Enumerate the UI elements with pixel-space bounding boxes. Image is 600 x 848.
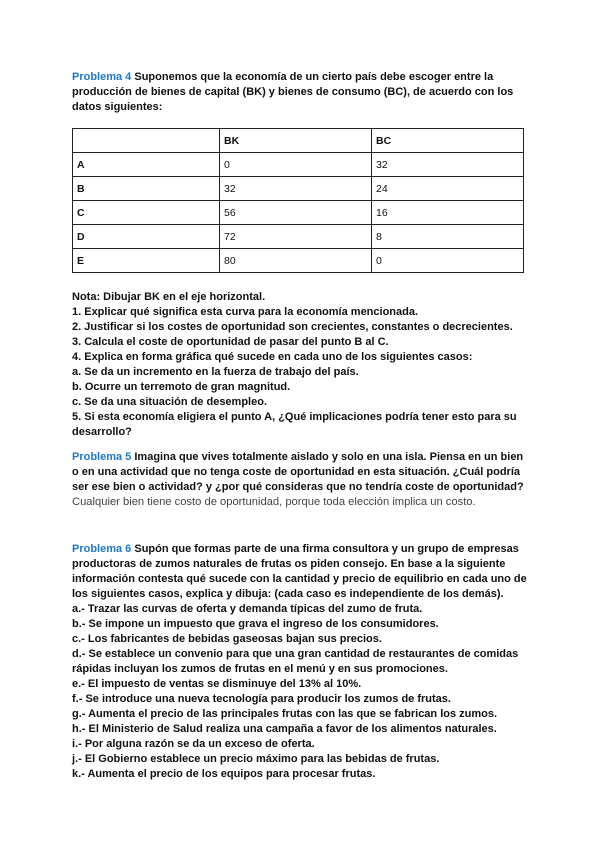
case-line: c.- Los fabricantes de bebidas gaseosas bajan sus precios. [72,633,382,645]
table-cell-bc: 32 [372,153,524,177]
table-cell-point: C [73,201,220,225]
problem-4-text: Suponemos que la economía de un cierto país debe escoger entre la producción de bienes de capital (BK) y bienes de consumo (BC), de acuerdo con los datos siguientes: [72,71,514,113]
question-line: 4. Explica en forma gráfica qué sucede en cada uno de los siguientes casos: [72,351,473,363]
problem-5-answer: Cualquier bien tiene costo de oportunidad, porque toda elección implica un costo. [72,496,476,508]
question-line: b. Ocurre un terremoto de gran magnitud. [72,381,291,393]
problem-5-label: Problema 5 [72,451,132,463]
table-cell-bk: 32 [220,177,372,201]
table-header-cell [73,129,220,153]
table-cell-bc: 0 [372,249,524,273]
problem-4-questions [72,290,528,440]
case-line: a.- Trazar las curvas de oferta y demanda típicas del zumo de fruta. [72,603,423,615]
case-line: d.- Se establece un convenio para que una gran cantidad de restaurantes de comidas rápidas incluyan los zumos de frutas en el menú y en sus promociones. [72,648,519,675]
table-cell-bc: 16 [372,201,524,225]
problem-6-label: Problema 6 [72,543,132,555]
case-line: b.- Se impone un impuesto que grava el ingreso de los consumidores. [72,618,439,630]
case-line: f.- Se introduce una nueva tecnología para producir los zumos de frutas. [72,693,451,705]
table-cell-bk: 80 [220,249,372,273]
table-cell-bc: 8 [372,225,524,249]
table-row [73,225,524,249]
problem-4-intro [72,70,528,115]
table-header-cell: BK [220,129,372,153]
note-line: Nota: Dibujar BK en el eje horizontal. [72,291,266,303]
case-line: e.- El impuesto de ventas se disminuye del 13% al 10%. [72,678,362,690]
table-row [73,153,524,177]
table-cell-point: A [73,153,220,177]
table-header-cell: BC [372,129,524,153]
table-cell-point: D [73,225,220,249]
question-line: c. Se da una situación de desempleo. [72,396,268,408]
table-cell-bk: 0 [220,153,372,177]
table-cell-bk: 72 [220,225,372,249]
table-row [73,201,524,225]
case-line: k.- Aumenta el precio de los equipos para procesar frutas. [72,768,376,780]
problem-4-label: Problema 4 [72,71,132,83]
table-header-row [73,129,524,153]
problem-5 [72,450,528,510]
case-line: g.- Aumenta el precio de las principales frutas con las que se fabrican los zumos. [72,708,498,720]
case-line: j.- El Gobierno establece un precio máximo para las bebidas de frutas. [72,753,440,765]
production-table [72,128,524,273]
table-row [73,249,524,273]
table-cell-point: B [73,177,220,201]
table-row [73,177,524,201]
table-cell-point: E [73,249,220,273]
question-line: 2. Justificar si los costes de oportunidad son crecientes, constantes o decrecientes. [72,321,513,333]
problem-6-text: Supón que formas parte de una firma consultora y un grupo de empresas productoras de zumos naturales de frutas os piden consejo. En base a la siguiente información contesta qué sucede con la cantidad y precio de equilibrio en cada uno de los siguientes casos, explica y dibuja: (cada caso es independiente de los demás). [72,543,527,600]
question-line: 1. Explicar qué significa esta curva para la economía mencionada. [72,306,419,318]
case-line: h.- El Ministerio de Salud realiza una campaña a favor de los alimentos naturales. [72,723,497,735]
table-cell-bc: 24 [372,177,524,201]
table-cell-bk: 56 [220,201,372,225]
case-line: i.- Por alguna razón se da un exceso de oferta. [72,738,315,750]
problem-5-text: Imagina que vives totalmente aislado y solo en una isla. Piensa en un bien o en una actividad que no tenga coste de oportunidad en esta situación. ¿Cuál podría ser ese bien o actividad? y ¿por qué consideras que no tendría coste de oportunidad? [72,451,524,493]
problem-6 [72,542,528,782]
question-line: a. Se da un incremento en la fuerza de trabajo del país. [72,366,359,378]
question-line: 5. Si esta economía eligiera el punto A, ¿Qué implicaciones podría tener esto para su desarrollo? [72,411,517,438]
question-line: 3. Calcula el coste de oportunidad de pasar del punto B al C. [72,336,389,348]
